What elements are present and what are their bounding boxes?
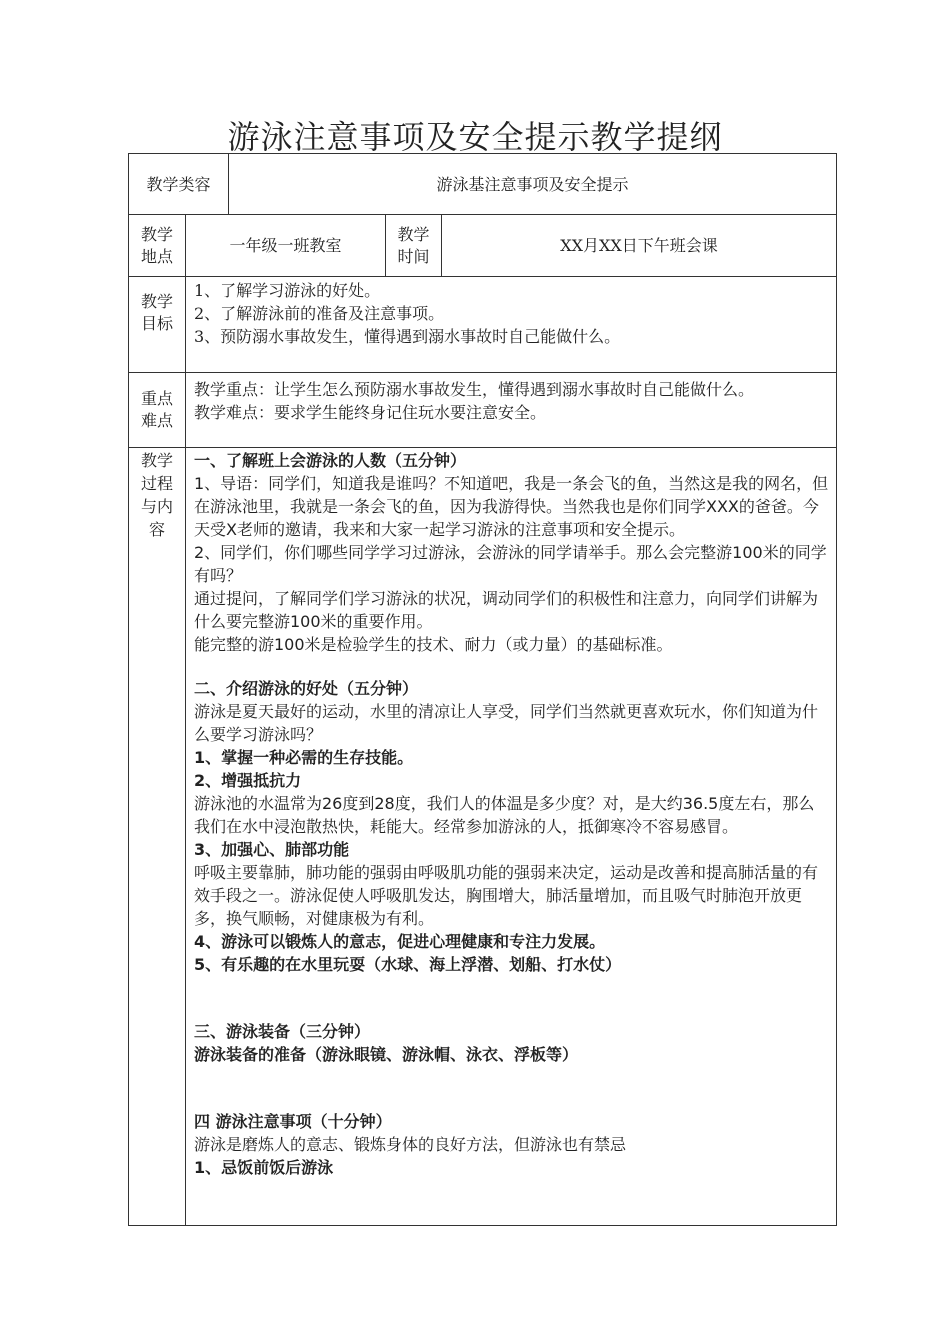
- row-place-time: [129, 215, 837, 277]
- paragraph: 游泳是夏天最好的运动，水里的清凉让人享受，同学们当然就更喜欢玩水，你们知道为什么要学习游泳吗？: [194, 702, 819, 744]
- process-content: [186, 448, 837, 1226]
- goal-label: 教学目标: [129, 277, 186, 373]
- process-label: 教学过程与内容: [129, 448, 186, 1226]
- section-heading: 四 游泳注意事项（十分钟）: [194, 1112, 392, 1131]
- section-heading: 一、了解班上会游泳的人数（五分钟）: [194, 451, 467, 470]
- teaching-focus: 教学重点：让学生怎么预防溺水事故发生，懂得遇到溺水事故时自己能做什么。: [194, 380, 755, 399]
- goal-list: [186, 277, 837, 373]
- key-points: [186, 373, 837, 448]
- bold-point: 4、游泳可以锻炼人的意志，促进心理健康和专注力发展。: [194, 932, 606, 951]
- bold-point: 1、掌握一种必需的生存技能。: [194, 748, 414, 767]
- paragraph: 1、导语：同学们，知道我是谁吗？不知道吧，我是一条会飞的鱼，当然这是我的网名，但在游泳池里，我就是一条会飞的鱼，因为我游得快。当然我也是你们同学XXX的爸爸。今天受X老师的邀请，我来和大家一起学习游泳的注意事项和安全提示。: [194, 474, 829, 539]
- bold-point: 5、有乐趣的在水里玩耍（水球、海上浮潜、划船、打水仗）: [194, 955, 622, 974]
- row-goals: [129, 277, 837, 373]
- goal-item: 3、预防溺水事故发生，懂得遇到溺水事故时自己能做什么。: [194, 327, 621, 346]
- paragraph: 游泳是磨炼人的意志、锻炼身体的良好方法，但游泳也有禁忌: [194, 1135, 627, 1154]
- time-label: 教学时间: [386, 215, 442, 277]
- paragraph: 能完整的游100米是检验学生的技术、耐力（或力量）的基础标准。: [194, 635, 673, 654]
- section-heading: 三、游泳装备（三分钟）: [194, 1022, 371, 1041]
- page-title: 游泳注意事项及安全提示教学提纲: [227, 118, 723, 156]
- place-label: 教学地点: [129, 215, 186, 277]
- bold-point: 2、增强抵抗力: [194, 771, 302, 790]
- bold-point: 1、忌饭前饭后游泳: [194, 1158, 334, 1177]
- content-value: 游泳基注意事项及安全提示: [229, 154, 837, 215]
- content-label: 教学类容: [129, 154, 229, 215]
- paragraph: 2、同学们，你们哪些同学学习过游泳，会游泳的同学请举手。那么会完整游100米的同学有吗？: [194, 543, 827, 585]
- row-process: [129, 448, 837, 1226]
- teaching-difficulty: 教学难点：要求学生能终身记住玩水要注意安全。: [194, 403, 547, 422]
- paragraph: 游泳池的水温常为26度到28度，我们人的体温是多少度？对，是大约36.5度左右，那么我们在水中浸泡散热快，耗能大。经常参加游泳的人，抵御寒冷不容易感冒。: [194, 794, 815, 836]
- goal-item: 1、了解学习游泳的好处。: [194, 281, 381, 300]
- row-key-points: [129, 373, 837, 448]
- paragraph: 呼吸主要靠肺，肺功能的强弱由呼吸肌功能的强弱来决定，运动是改善和提高肺活量的有效手段之一。游泳促使人呼吸肌发达，胸围增大，肺活量增加，而且吸气时肺泡开放更多，换气顺畅，对健康极为有利。: [194, 863, 819, 928]
- time-value: XX月XX日下午班会课: [442, 215, 837, 277]
- row-content: [129, 154, 837, 215]
- section-heading: 二、介绍游泳的好处（五分钟）: [194, 679, 419, 698]
- goal-item: 2、了解游泳前的准备及注意事项。: [194, 304, 445, 323]
- place-value: 一年级一班教室: [186, 215, 386, 277]
- paragraph: 通过提问，了解同学们学习游泳的状况，调动同学们的积极性和注意力，向同学们讲解为什么要完整游100米的重要作用。: [194, 589, 819, 631]
- bold-point: 3、加强心、肺部功能: [194, 840, 350, 859]
- bold-point: 游泳装备的准备（游泳眼镜、游泳帽、泳衣、浮板等）: [194, 1045, 579, 1064]
- lesson-plan-table: [128, 153, 837, 1226]
- key-label: 重点难点: [129, 373, 186, 448]
